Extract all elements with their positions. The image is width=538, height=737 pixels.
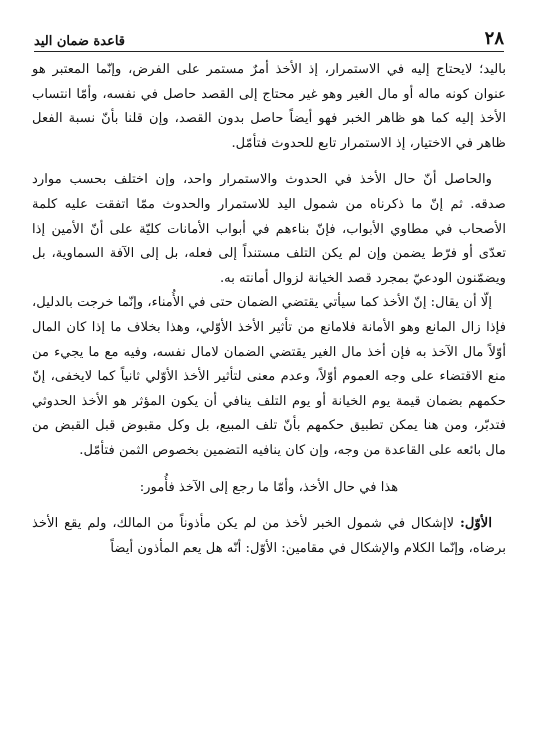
page-header xyxy=(34,22,504,52)
paragraph-4-text: هذا في حال الأخذ، وأمّا ما رجع إلى الآخذ فأُمور: xyxy=(139,479,399,495)
paragraph-1 xyxy=(32,58,506,156)
page-body xyxy=(32,58,506,561)
paragraph-4 xyxy=(32,476,506,501)
running-title: قاعدة ضمان اليد xyxy=(34,34,125,49)
paragraph-3-text: إلّا أن يقال: إنّ الأخذ كما سيأتي يقتضي الضمان حتى في الأُمناء، وإنّما خرجت بالدليل، فإذا زال المانع وهو الأمانة فلامانع من تأثير الأخذ الأوّلي، وهذا بخلاف ما إذا كان المال أوّلاً مال الآخذ به فإن أخذ مال الغير يقتضي الضمان لامال نفسه، وفيه مع ما يجيء من منع الاقتضاء على وجه العموم أوّلاً، وعدم معنى لتأثير الأخذ الأوّلي ثانياً كما لايخفى، إنّ حكمهم بضمان قيمة يوم الخيانة أو يوم التلف ينافي أن يكون المؤثر هو الأخذ الحدوثي فتدبّر، ومن هنا يمكن تطبيق حكمهم بأنّ تلف المبيع، بل وكل مقبوض قبل القبض من مال بائعه على القاعدة من وجه، وإن كان ينافيه التضمين بخصوص الثمن فتأمّل. xyxy=(32,295,506,458)
paragraph-2-text: والحاصل أنّ حال الأخذ في الحدوث والاستمرار واحد، وإن اختلف بحسب موارد صدقه. ثم إنّ ما ذكرناه من شمول اليد للاستمرار والحدوث ممّا اتفقت عليه كلمة الأصحاب في مطاوي الأبواب، فإنّ بناءهم في أبواب الأمانات كليّة على أنّ الأمين إذا تعدّى أو فرّط يضمن وإن لم يكن التلف مستنداً إلى فعله، بل إلى الآفة السماوية، بل ويضمّنون الودعيّ بمجرد قصد الخيانة لزوال أمانته به. xyxy=(32,172,506,286)
paragraph-5-text: لاإشكال في شمول الخبر لأخذ من لم يكن مأذوناً من المالك، ولم يقع الأخذ برضاه، وإنّما الكلام والإشكال في مقامين: الأوّل: أنّه هل يعم المأذون أيضاً xyxy=(32,516,506,556)
paragraph-2 xyxy=(32,168,506,291)
page-number: ٢٨ xyxy=(484,28,504,49)
paragraph-1-text: باليد؛ لايحتاج إليه في الاستمرار، إذ الأخذ أمرٌ مستمر على الفرض، وإنّما المعتبر هو عنوان كونه ماله أو مال الغير وهو غير محتاج إلى القصد حاصل في نفسه، وأمّا انتساب الأخذ إليه كما هو ظاهر الخبر فهو أيضاً حاصل بدون القصد، وإن قلنا بأنّ نسبة الفعل ظاهر في الاختيار، إذ الاستمرار تابع للحدوث فتأمّل. xyxy=(32,62,506,151)
paragraph-3 xyxy=(32,291,506,463)
paragraph-5-lead: الأوّل: xyxy=(459,516,492,532)
paragraph-5 xyxy=(32,512,506,561)
